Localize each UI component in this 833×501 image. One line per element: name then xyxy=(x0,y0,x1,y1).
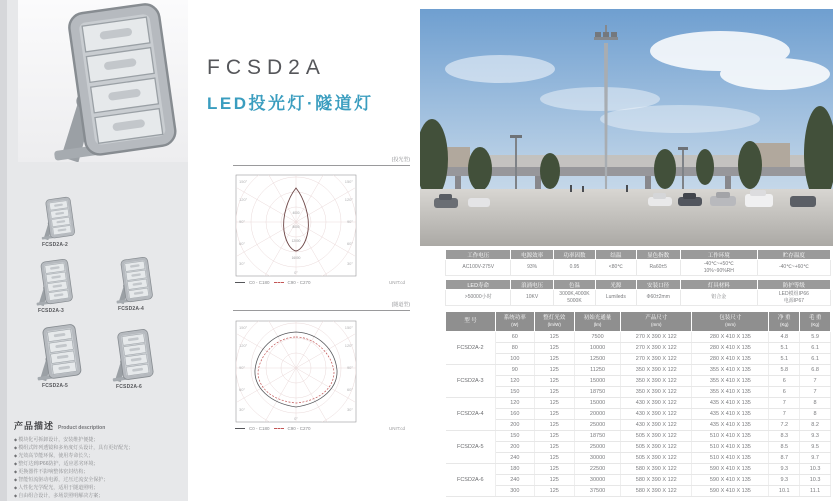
model-value-cell: 6.1 xyxy=(800,343,831,354)
model-value-cell: 10.1 xyxy=(769,486,800,497)
model-row xyxy=(446,354,831,365)
header-label: 初始光通量 xyxy=(583,315,612,322)
main-product-image xyxy=(18,0,188,162)
model-value-cell: 505 X 390 X 122 xyxy=(621,431,692,442)
spec-value-cell: Lumileds xyxy=(596,290,636,306)
variant-fcsd2a-2 xyxy=(24,196,86,248)
angle-label: 60° xyxy=(346,387,353,392)
model-row xyxy=(446,398,831,409)
model-value-cell: 7 xyxy=(769,409,800,420)
angle-label: 150° xyxy=(239,179,248,184)
model-value-cell: 60 xyxy=(496,332,535,343)
model-value-cell: 8 xyxy=(800,409,831,420)
model-value-cell: 8 xyxy=(800,398,831,409)
model-value-cell: 18750 xyxy=(574,387,620,398)
floodlight-image xyxy=(18,0,188,162)
header-label: 型 号 xyxy=(464,317,477,324)
model-value-cell: 125 xyxy=(534,475,574,486)
product-sidebar xyxy=(0,0,188,501)
header-label: 净 重 xyxy=(778,315,791,322)
variant-label: FCSD2A-3 xyxy=(37,308,65,314)
angle-label: 60° xyxy=(239,241,246,246)
angle-label: 150° xyxy=(344,325,353,330)
model-value-cell: 4.8 xyxy=(769,332,800,343)
angle-label: 30° xyxy=(239,407,246,412)
chart-unit: UNIT:cd xyxy=(388,280,405,285)
angle-label: 0° xyxy=(294,416,298,421)
solid-line-sample xyxy=(235,282,245,283)
model-value-cell: 580 X 390 X 122 xyxy=(621,464,692,475)
model-value-cell: 5.1 xyxy=(769,343,800,354)
desc-bullet: ◆ 更换器件不影响整体密封结构； xyxy=(14,468,178,476)
model-value-cell: 280 X 410 X 135 xyxy=(692,332,769,343)
model-value-cell: 350 X 390 X 122 xyxy=(621,387,692,398)
spec-value-cell: LED模组IP66 电源IP67 xyxy=(757,290,830,306)
model-value-cell: 350 X 390 X 122 xyxy=(621,376,692,387)
dashed-line-sample xyxy=(274,428,284,429)
spec-value-cell: <80℃ xyxy=(596,260,636,276)
model-value-cell: 510 X 410 X 135 xyxy=(692,453,769,464)
product-subtitle: LED投光灯·隧道灯 xyxy=(207,94,374,113)
model-row xyxy=(446,486,831,497)
model-value-cell: 350 X 390 X 122 xyxy=(621,365,692,376)
model-row xyxy=(446,376,831,387)
model-value-cell: 125 xyxy=(534,464,574,475)
model-value-cell: 5.9 xyxy=(800,332,831,343)
spec-header-cell: 安装口径 xyxy=(636,280,680,290)
model-value-cell: 180 xyxy=(496,464,535,475)
model-value-cell: 80 xyxy=(496,343,535,354)
model-name-cell: FCSD2A-4 xyxy=(446,398,496,431)
description-bullets xyxy=(14,436,178,500)
variant-fcsd2a-6 xyxy=(98,328,160,390)
model-row xyxy=(446,442,831,453)
model-row xyxy=(446,420,831,431)
desc-bullet: ◆ 模组式阵列透镜和多角度灯头设计，具有更好配光； xyxy=(14,444,178,452)
sidebar-edge-strip xyxy=(0,0,7,501)
model-value-cell: 150 xyxy=(496,431,535,442)
model-row xyxy=(446,387,831,398)
spec-header-cell: 工作环境 xyxy=(680,250,757,260)
model-value-cell: 10000 xyxy=(574,343,620,354)
description-title-zh: 产品描述 xyxy=(14,421,55,431)
site-photo xyxy=(420,9,833,246)
variant-fcsd2a-5 xyxy=(22,323,88,389)
model-value-cell: 200 xyxy=(496,442,535,453)
header-unit: (mm) xyxy=(725,322,736,328)
model-value-cell: 5.8 xyxy=(769,365,800,376)
model-value-cell: 580 X 390 X 122 xyxy=(621,475,692,486)
model-header-cell xyxy=(769,312,800,332)
desc-bullet: ◆ 整灯达到IP66防护，适应恶劣环境； xyxy=(14,460,178,468)
model-value-cell: 6.1 xyxy=(800,354,831,365)
spec-header-cell: 光源 xyxy=(596,280,636,290)
spec-header-cell: 浪涌电压 xyxy=(511,280,553,290)
spec-header-cell: 防护等级 xyxy=(757,280,830,290)
model-table-wrap xyxy=(445,311,831,497)
model-value-cell: 125 xyxy=(534,420,574,431)
spec-block-2 xyxy=(445,279,831,306)
model-value-cell: 22500 xyxy=(574,464,620,475)
spec-header-row xyxy=(446,250,831,260)
model-value-cell: 7.2 xyxy=(769,420,800,431)
model-value-cell: 8.3 xyxy=(769,431,800,442)
model-value-cell: 37500 xyxy=(574,486,620,497)
legend-c90: C90 - C270 xyxy=(287,426,311,431)
model-value-cell: 7 xyxy=(800,387,831,398)
model-value-cell: 18750 xyxy=(574,431,620,442)
angle-label: 120° xyxy=(344,197,353,202)
spec-header-cell: 色温 xyxy=(553,280,595,290)
header-unit: (lm/W) xyxy=(547,322,561,328)
model-value-cell: 11250 xyxy=(574,365,620,376)
angle-label: 60° xyxy=(239,387,246,392)
model-row xyxy=(446,332,831,343)
spec-value-cell: Ra60±5 xyxy=(636,260,680,276)
model-value-cell: 510 X 410 X 135 xyxy=(692,442,769,453)
model-value-cell: 435 X 410 X 135 xyxy=(692,409,769,420)
spec-value-cell: -40℃~+50℃ 10%~90%RH xyxy=(680,260,757,276)
angle-label: 90° xyxy=(239,365,246,370)
model-name-cell: FCSD2A-6 xyxy=(446,464,496,497)
model-value-cell: 430 X 390 X 122 xyxy=(621,420,692,431)
model-value-cell: 270 X 390 X 122 xyxy=(621,354,692,365)
desc-bullet: ◆ 人性化光学配光，适用于隧道照明； xyxy=(14,484,178,492)
spec-value-row xyxy=(446,260,831,276)
spec-header-cell: 电源效率 xyxy=(511,250,553,260)
model-row xyxy=(446,464,831,475)
model-value-cell: 505 X 390 X 122 xyxy=(621,442,692,453)
angle-label: 150° xyxy=(344,179,353,184)
angle-label: 150° xyxy=(239,325,248,330)
angle-label: 60° xyxy=(346,241,353,246)
model-value-cell: 20000 xyxy=(574,409,620,420)
photometric-chart-tunnel xyxy=(235,320,357,423)
model-row xyxy=(446,475,831,486)
ring-value: 4000 xyxy=(292,211,300,215)
model-value-cell: 125 xyxy=(534,409,574,420)
desc-bullet: ◆ 模块化可拆卸设计，安装维护便捷； xyxy=(14,436,178,444)
model-value-cell: 590 X 410 X 135 xyxy=(692,475,769,486)
section-divider xyxy=(233,165,410,166)
model-value-cell: 430 X 390 X 122 xyxy=(621,409,692,420)
variant-fcsd2a-4 xyxy=(100,256,162,312)
model-value-cell: 25000 xyxy=(574,442,620,453)
model-value-cell: 9.7 xyxy=(800,453,831,464)
model-value-cell: 7 xyxy=(769,398,800,409)
model-header-cell xyxy=(800,312,831,332)
angle-label: 90° xyxy=(346,365,353,370)
model-value-cell: 9.3 xyxy=(769,464,800,475)
chart-unit: UNIT:cd xyxy=(388,426,405,431)
model-value-cell: 435 X 410 X 135 xyxy=(692,420,769,431)
model-header-cell xyxy=(534,312,574,332)
model-value-cell: 510 X 410 X 135 xyxy=(692,431,769,442)
legend-c90: C90 - C270 xyxy=(287,280,311,285)
chart2-section-label: (隧道型) xyxy=(391,302,410,308)
header-label: 毛 重 xyxy=(808,315,822,322)
spec-header-cell: 结温 xyxy=(596,250,636,260)
spec-header-cell: 贮存温度 xyxy=(757,250,830,260)
legend-c0: C0 - C180 xyxy=(249,426,270,431)
model-value-cell: 355 X 410 X 135 xyxy=(692,376,769,387)
spec-header-cell: LED寿命 xyxy=(446,280,511,290)
spec-value-cell: 93% xyxy=(511,260,553,276)
model-value-cell: 240 xyxy=(496,475,535,486)
legend-c0: C0 - C180 xyxy=(249,280,270,285)
model-value-cell: 10.3 xyxy=(800,464,831,475)
description-title xyxy=(14,419,178,432)
photometric-chart-flood xyxy=(235,174,357,277)
model-value-cell: 5.1 xyxy=(769,354,800,365)
model-name-cell: FCSD2A-3 xyxy=(446,365,496,398)
model-value-cell: 9.5 xyxy=(800,442,831,453)
angle-label: 120° xyxy=(239,197,248,202)
spec-value-cell: -40℃~+60℃ xyxy=(757,260,830,276)
header-unit: (lm) xyxy=(593,322,602,328)
header-label: 系统功率 xyxy=(503,315,526,322)
model-value-cell: 6 xyxy=(769,387,800,398)
model-value-cell: 270 X 390 X 122 xyxy=(621,343,692,354)
angle-label: 120° xyxy=(239,343,248,348)
model-value-cell: 12500 xyxy=(574,354,620,365)
model-header-cell xyxy=(496,312,535,332)
variant-label: FCSD2A-2 xyxy=(41,242,69,248)
model-value-cell: 30000 xyxy=(574,453,620,464)
spec-value-cell: 3000K,4000K 5000K xyxy=(553,290,595,306)
model-header-cell xyxy=(621,312,692,332)
model-value-cell: 125 xyxy=(534,453,574,464)
model-row xyxy=(446,343,831,354)
ring-value: 12000 xyxy=(291,239,301,243)
model-value-cell: 6.8 xyxy=(800,365,831,376)
model-value-cell: 280 X 410 X 135 xyxy=(692,343,769,354)
model-value-cell: 125 xyxy=(534,365,574,376)
description-title-en: Product description xyxy=(58,425,106,431)
model-row xyxy=(446,365,831,376)
model-value-cell: 125 xyxy=(534,354,574,365)
model-value-cell: 11.1 xyxy=(800,486,831,497)
spec-value-row xyxy=(446,290,831,306)
floodlight-image xyxy=(24,258,78,306)
header-label: 产品尺寸 xyxy=(645,315,668,322)
model-value-cell: 200 xyxy=(496,420,535,431)
desc-bullet: ◆ 光效高节能环保，使用寿命长久； xyxy=(14,452,178,460)
product-description xyxy=(14,419,178,500)
model-header-row xyxy=(446,312,831,332)
angle-label: 90° xyxy=(346,219,353,224)
model-row xyxy=(446,409,831,420)
angle-label: 30° xyxy=(239,261,246,266)
header-unit: (Kg) xyxy=(780,322,789,328)
angle-label: 30° xyxy=(346,261,353,266)
dashed-line-sample xyxy=(274,282,284,283)
header-unit: (W) xyxy=(511,322,519,328)
model-row xyxy=(446,453,831,464)
model-value-cell: 125 xyxy=(534,343,574,354)
model-value-cell: 355 X 410 X 135 xyxy=(692,365,769,376)
floodlight-image xyxy=(104,256,158,304)
title-block xyxy=(207,56,374,114)
solid-line-sample xyxy=(235,428,245,429)
model-value-cell: 125 xyxy=(534,398,574,409)
angle-label: 120° xyxy=(344,343,353,348)
header-unit: (mm) xyxy=(651,322,662,328)
spec-value-cell: 0.95 xyxy=(553,260,595,276)
model-header-cell xyxy=(692,312,769,332)
model-value-cell: 590 X 410 X 135 xyxy=(692,486,769,497)
model-row xyxy=(446,431,831,442)
model-value-cell: 125 xyxy=(534,442,574,453)
spec-value-cell: AC100V-275V xyxy=(446,260,511,276)
model-value-cell: 505 X 390 X 122 xyxy=(621,453,692,464)
variant-label: FCSD2A-4 xyxy=(117,306,145,312)
model-value-cell: 9.3 xyxy=(769,475,800,486)
model-value-cell: 15000 xyxy=(574,398,620,409)
model-value-cell: 10.3 xyxy=(800,475,831,486)
ring-value: 16000 xyxy=(291,256,301,260)
model-value-cell: 8.5 xyxy=(769,442,800,453)
spec-value-cell: 10KV xyxy=(511,290,553,306)
header-unit: (Kg) xyxy=(810,322,820,328)
model-value-cell: 270 X 390 X 122 xyxy=(621,332,692,343)
model-value-cell: 125 xyxy=(534,376,574,387)
desc-bullet: ◆ 智能恒流驱动电源，过压过流安全保护； xyxy=(14,476,178,484)
spec-header-cell: 工作电压 xyxy=(446,250,511,260)
model-value-cell: 125 xyxy=(534,332,574,343)
model-value-cell: 435 X 410 X 135 xyxy=(692,398,769,409)
model-header-cell xyxy=(446,312,496,332)
desc-bullet: ◆ 自由组合设计，多场景照明解决方案； xyxy=(14,492,178,500)
model-value-cell: 580 X 390 X 122 xyxy=(621,486,692,497)
model-value-cell: 125 xyxy=(534,486,574,497)
model-value-cell: 300 xyxy=(496,486,535,497)
model-value-cell: 280 X 410 X 135 xyxy=(692,354,769,365)
model-value-cell: 8.7 xyxy=(769,453,800,464)
header-label: 包装尺寸 xyxy=(719,315,742,322)
spec-header-row xyxy=(446,280,831,290)
model-value-cell: 590 X 410 X 135 xyxy=(692,464,769,475)
model-value-cell: 30000 xyxy=(574,475,620,486)
model-value-cell: 125 xyxy=(534,431,574,442)
floodlight-image xyxy=(29,196,81,240)
spec-tables xyxy=(445,249,831,309)
model-value-cell: 9.3 xyxy=(800,431,831,442)
model-value-cell: 120 xyxy=(496,376,535,387)
model-value-cell: 8.2 xyxy=(800,420,831,431)
spec-value-cell: >50000小时 xyxy=(446,290,511,306)
spec-header-cell: 显色指数 xyxy=(636,250,680,260)
section-divider xyxy=(233,310,410,311)
model-value-cell: 430 X 390 X 122 xyxy=(621,398,692,409)
variant-label: FCSD2A-5 xyxy=(41,383,69,389)
spec-header-cell: 功率因数 xyxy=(553,250,595,260)
chart1-legend xyxy=(235,280,405,285)
angle-label: 90° xyxy=(239,219,246,224)
model-value-cell: 6 xyxy=(769,376,800,387)
spec-value-cell: Φ60±2mm xyxy=(636,290,680,306)
variant-fcsd2a-3 xyxy=(20,258,82,314)
page-title: FCSD2A xyxy=(207,56,326,79)
chart2-legend xyxy=(235,426,405,431)
model-value-cell: 160 xyxy=(496,409,535,420)
model-value-cell: 150 xyxy=(496,387,535,398)
spec-header-cell: 灯具材料 xyxy=(680,280,757,290)
model-value-cell: 7500 xyxy=(574,332,620,343)
model-name-cell: FCSD2A-2 xyxy=(446,332,496,365)
model-value-cell: 125 xyxy=(534,387,574,398)
model-value-cell: 100 xyxy=(496,354,535,365)
model-value-cell: 15000 xyxy=(574,376,620,387)
chart1-section-label: (投光型) xyxy=(391,157,410,163)
model-header-cell xyxy=(574,312,620,332)
floodlight-image xyxy=(26,323,84,381)
angle-label: 0° xyxy=(294,270,298,275)
ring-value: 8000 xyxy=(292,225,300,229)
model-value-cell: 120 xyxy=(496,398,535,409)
angle-label: 30° xyxy=(346,407,353,412)
model-value-cell: 25000 xyxy=(574,420,620,431)
model-value-cell: 90 xyxy=(496,365,535,376)
spec-value-cell: 铝合金 xyxy=(680,290,757,306)
model-name-cell: FCSD2A-5 xyxy=(446,431,496,464)
model-table xyxy=(445,311,831,497)
header-label: 整灯光效 xyxy=(543,315,566,322)
model-value-cell: 7 xyxy=(800,376,831,387)
model-value-cell: 240 xyxy=(496,453,535,464)
floodlight-image xyxy=(102,328,156,382)
model-value-cell: 355 X 410 X 135 xyxy=(692,387,769,398)
spec-block-1 xyxy=(445,249,831,276)
variant-label: FCSD2A-6 xyxy=(115,384,143,390)
